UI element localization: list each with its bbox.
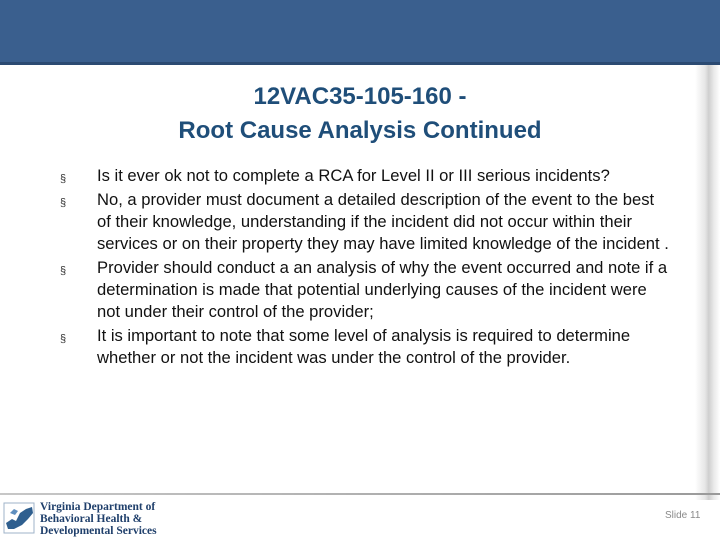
slide-edge-shadow xyxy=(695,65,720,500)
bullet-item xyxy=(60,325,670,369)
header-bar xyxy=(0,0,720,65)
virginia-state-map-icon xyxy=(2,499,38,537)
bullet-text: No, a provider must document a detailed description of the event to the best of their knowledge, understanding if the incident did not occur within their services or on their property they may have limited knowledge of the incident . xyxy=(97,190,669,253)
bullet-item xyxy=(60,189,670,255)
bullet-text: It is important to note that some level of analysis is required to determine whether or not the incident was under the control of the provider. xyxy=(97,326,631,367)
bullet-text: Provider should conduct a an analysis of why the event occurred and note if a determination is made that potential underlying causes of the incident were not under their control of the provider; xyxy=(97,258,668,321)
logo-line-2: Behavioral Health & xyxy=(40,513,143,525)
bullet-item xyxy=(60,165,670,187)
logo-line-1: Virginia Department of xyxy=(40,501,156,513)
bullet-list xyxy=(60,165,670,371)
bullet-item xyxy=(60,257,670,323)
logo-line-3: Developmental Services xyxy=(40,525,157,537)
slide-number: Slide 11 xyxy=(665,510,701,521)
bullet-marker-icon: § xyxy=(60,333,67,345)
slide-title xyxy=(40,80,680,148)
logo-text xyxy=(40,501,157,537)
bullet-marker-icon: § xyxy=(60,197,67,209)
dbhds-logo xyxy=(2,497,182,539)
footer-divider xyxy=(0,493,720,495)
bullet-text: Is it ever ok not to complete a RCA for Level II or III serious incidents? xyxy=(97,166,610,185)
bullet-marker-icon: § xyxy=(60,265,67,277)
bullet-marker-icon: § xyxy=(60,173,67,185)
slide-title-line-2: Root Cause Analysis Continued xyxy=(178,117,542,144)
slide-title-line-1: 12VAC35-105-160 - xyxy=(253,83,467,110)
